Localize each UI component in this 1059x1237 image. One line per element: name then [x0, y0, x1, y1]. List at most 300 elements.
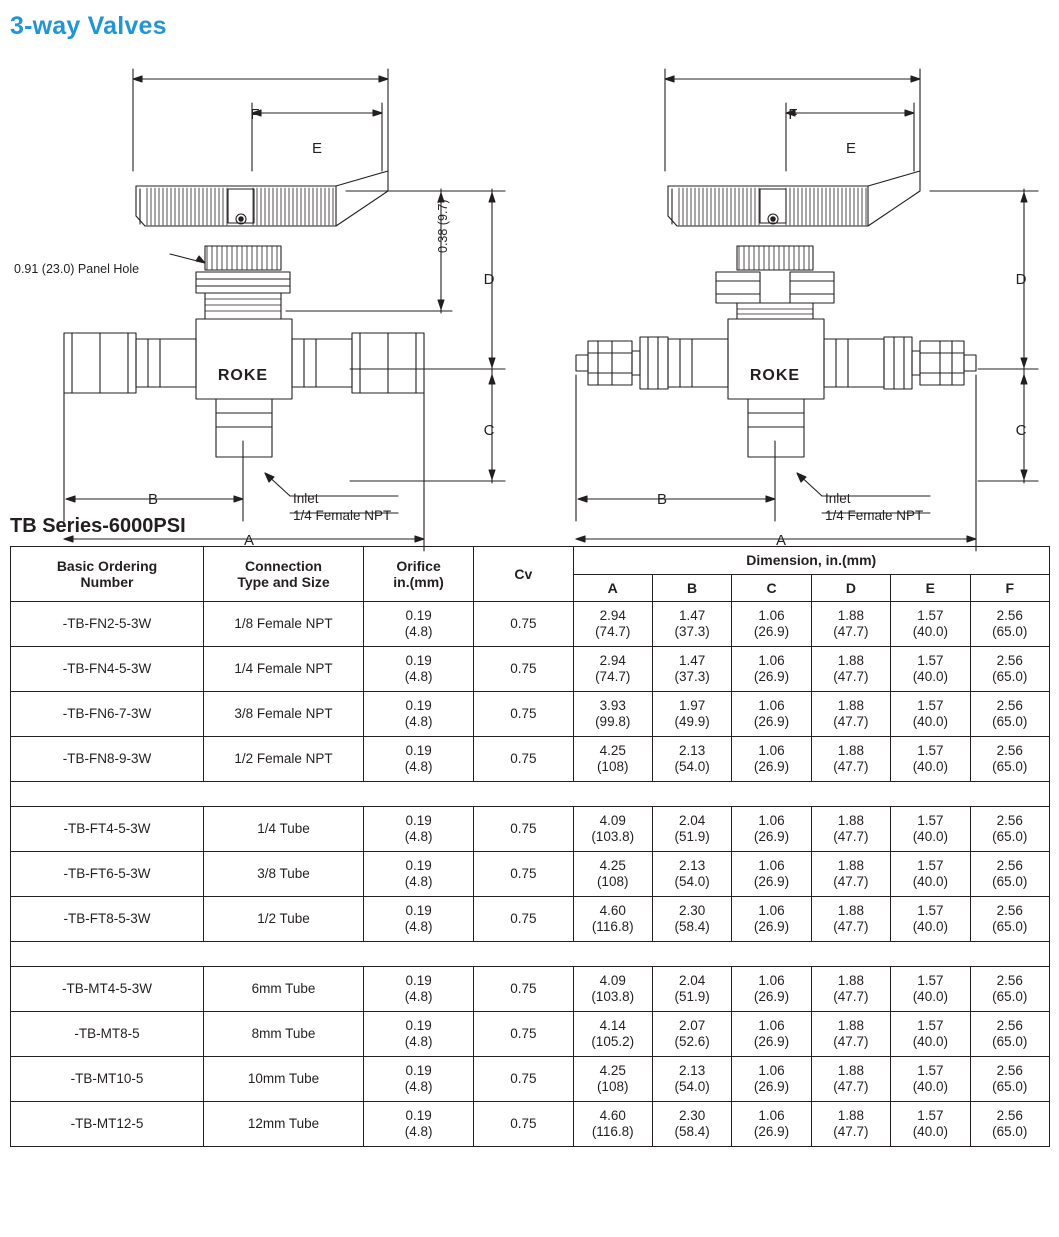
left-dim-b-label: B	[147, 491, 159, 508]
cell-dim-a	[573, 897, 652, 942]
cell-dim-a-line2: (116.8)	[591, 919, 634, 935]
cell-dim-f-line1: 2.56	[996, 743, 1023, 759]
cell-dim-b	[652, 807, 731, 852]
right-dim-e-label: E	[845, 140, 857, 157]
right-inlet-note-line2: 1/4 Female NPT	[825, 508, 924, 523]
cell-dim-b-line2: (51.9)	[674, 829, 710, 845]
cell-dim-c-line2: (26.9)	[753, 669, 790, 685]
left-brand-logo: ROKE	[217, 367, 269, 384]
cell-dim-e-line1: 1.57	[917, 1063, 944, 1079]
left-valve-drawing	[64, 69, 505, 551]
cell-dim-a-line2: (108)	[596, 874, 629, 890]
table-row	[11, 692, 1050, 737]
table-row	[11, 1012, 1050, 1057]
cell-ordering-number: -TB-FN6-7-3W	[11, 692, 204, 737]
cell-dim-d-line1: 1.88	[837, 743, 865, 759]
cell-connection: 12mm Tube	[204, 1102, 364, 1147]
cell-dim-d	[811, 647, 890, 692]
cell-dim-a-line1: 2.94	[599, 653, 626, 669]
cell-dim-e-line2: (40.0)	[912, 669, 948, 685]
cell-dim-c-line1: 1.06	[758, 1108, 785, 1124]
cell-dim-c-line1: 1.06	[758, 858, 785, 874]
cell-ordering-number: -TB-FN4-5-3W	[11, 647, 204, 692]
cell-cv: 0.75	[474, 737, 573, 782]
cell-dim-d-line1: 1.88	[837, 698, 865, 714]
cell-dim-f	[970, 737, 1049, 782]
cell-dim-e-line1: 1.57	[917, 698, 944, 714]
cell-dim-f-line1: 2.56	[996, 608, 1023, 624]
cell-orifice	[363, 967, 473, 1012]
cell-dim-f	[970, 967, 1049, 1012]
left-inlet-note-line2: 1/4 Female NPT	[293, 508, 392, 523]
spacer-cell	[11, 782, 1050, 807]
col-connection: Connection Type and Size	[204, 547, 364, 602]
cell-orifice-line2: (4.8)	[404, 1124, 433, 1140]
cell-dim-b-line1: 2.13	[678, 743, 706, 759]
cell-dim-e-line2: (40.0)	[912, 829, 948, 845]
table-spacer-row	[11, 942, 1050, 967]
cell-orifice-line1: 0.19	[405, 653, 432, 669]
cell-cv: 0.75	[474, 692, 573, 737]
cell-orifice	[363, 1057, 473, 1102]
col-cv: Cv	[474, 547, 573, 602]
cell-dim-a-line2: (108)	[596, 759, 629, 775]
cell-dim-f-line2: (65.0)	[992, 829, 1028, 845]
cell-orifice-line2: (4.8)	[404, 714, 433, 730]
cell-dim-a	[573, 737, 652, 782]
table-row	[11, 1057, 1050, 1102]
cell-dim-f	[970, 1057, 1049, 1102]
cell-dim-e	[891, 1057, 970, 1102]
cell-dim-f-line1: 2.56	[996, 973, 1023, 989]
cell-dim-b-line1: 2.04	[678, 813, 706, 829]
cell-dim-e	[891, 807, 970, 852]
cell-dim-c-line1: 1.06	[758, 698, 785, 714]
cell-dim-c-line1: 1.06	[758, 813, 785, 829]
spacer-cell	[11, 942, 1050, 967]
cell-dim-d-line1: 1.88	[837, 1018, 865, 1034]
cell-dim-a	[573, 692, 652, 737]
cell-ordering-number: -TB-FT6-5-3W	[11, 852, 204, 897]
cell-dim-d	[811, 1102, 890, 1147]
cell-orifice-line1: 0.19	[405, 858, 432, 874]
cell-dim-f-line1: 2.56	[996, 1018, 1023, 1034]
cell-dim-b-line1: 2.07	[678, 1018, 706, 1034]
specifications-table	[10, 546, 1050, 1147]
cell-dim-d-line2: (47.7)	[833, 919, 869, 935]
cell-orifice-line1: 0.19	[405, 698, 432, 714]
cell-dim-a	[573, 1102, 652, 1147]
cell-dim-d-line2: (47.7)	[833, 624, 869, 640]
cell-dim-f	[970, 1102, 1049, 1147]
cell-dim-d-line1: 1.88	[837, 1108, 865, 1124]
right-inlet-note-line1: Inlet	[825, 491, 851, 506]
page-title: 3-way Valves	[10, 12, 167, 40]
cell-dim-c	[732, 602, 811, 647]
cell-dim-e-line2: (40.0)	[912, 1124, 948, 1140]
cell-orifice-line2: (4.8)	[404, 669, 433, 685]
cell-dim-f-line1: 2.56	[996, 698, 1023, 714]
cell-dim-c-line2: (26.9)	[753, 989, 790, 1005]
cell-dim-a	[573, 602, 652, 647]
cell-dim-d-line2: (47.7)	[833, 669, 869, 685]
cell-dim-f-line2: (65.0)	[992, 624, 1028, 640]
cell-orifice-line2: (4.8)	[404, 989, 433, 1005]
cell-dim-c	[732, 852, 811, 897]
col-dimension-group: Dimension, in.(mm)	[573, 547, 1050, 575]
cell-dim-c-line2: (26.9)	[753, 919, 790, 935]
cell-dim-e	[891, 852, 970, 897]
cell-dim-a-line2: (74.7)	[595, 624, 631, 640]
col-dim-b: B	[652, 574, 731, 602]
cell-ordering-number: -TB-FT8-5-3W	[11, 897, 204, 942]
cell-dim-e-line2: (40.0)	[912, 714, 948, 730]
cell-cv: 0.75	[474, 1057, 573, 1102]
right-dim-a-label: A	[775, 532, 787, 549]
cell-dim-c	[732, 967, 811, 1012]
cell-connection: 1/2 Female NPT	[204, 737, 364, 782]
cell-dim-f	[970, 692, 1049, 737]
cell-dim-f	[970, 602, 1049, 647]
cell-dim-c-line2: (26.9)	[753, 714, 790, 730]
cell-dim-a-line1: 4.25	[599, 858, 626, 874]
cell-dim-e-line1: 1.57	[917, 903, 944, 919]
cell-dim-c-line1: 1.06	[758, 743, 785, 759]
cell-dim-e-line2: (40.0)	[912, 759, 948, 775]
cell-dim-f-line2: (65.0)	[992, 714, 1028, 730]
right-dim-b-label: B	[656, 491, 668, 508]
cell-dim-f-line1: 2.56	[996, 653, 1023, 669]
cell-dim-c	[732, 1102, 811, 1147]
left-dim-d-label: D	[483, 271, 495, 288]
thickness-note: 0.38 (9.7)	[436, 199, 450, 253]
cell-dim-c-line2: (26.9)	[753, 874, 790, 890]
cell-dim-c-line1: 1.06	[758, 1063, 785, 1079]
cell-dim-a-line1: 2.94	[599, 608, 626, 624]
cell-dim-c-line2: (26.9)	[753, 759, 790, 775]
cell-dim-d-line1: 1.88	[837, 903, 865, 919]
cell-dim-d-line2: (47.7)	[833, 759, 869, 775]
cell-dim-c-line2: (26.9)	[753, 624, 790, 640]
cell-dim-b	[652, 897, 731, 942]
cell-dim-d	[811, 737, 890, 782]
cell-dim-b-line2: (49.9)	[674, 714, 710, 730]
cell-dim-a-line1: 4.14	[599, 1018, 626, 1034]
right-dim-c-label: C	[1015, 422, 1027, 439]
table-spacer-row	[11, 782, 1050, 807]
col-ordering-number: Basic Ordering Number	[11, 547, 204, 602]
cell-dim-b-line2: (37.3)	[674, 669, 710, 685]
cell-ordering-number: -TB-MT4-5-3W	[11, 967, 204, 1012]
cell-dim-b-line1: 2.30	[678, 1108, 706, 1124]
cell-connection: 1/2 Tube	[204, 897, 364, 942]
cell-dim-a-line2: (116.8)	[591, 1124, 634, 1140]
cell-connection: 10mm Tube	[204, 1057, 364, 1102]
cell-cv: 0.75	[474, 807, 573, 852]
cell-dim-b-line2: (54.0)	[674, 874, 710, 890]
cell-orifice-line2: (4.8)	[404, 829, 433, 845]
cell-dim-a-line1: 4.60	[599, 903, 626, 919]
table-row	[11, 967, 1050, 1012]
cell-dim-d	[811, 692, 890, 737]
cell-orifice-line1: 0.19	[405, 813, 432, 829]
cell-dim-e-line1: 1.57	[917, 743, 944, 759]
cell-dim-f	[970, 852, 1049, 897]
cell-orifice-line2: (4.8)	[404, 1079, 433, 1095]
cell-orifice	[363, 897, 473, 942]
right-valve-drawing	[576, 69, 1038, 551]
cell-dim-a-line1: 4.25	[599, 1063, 626, 1079]
cell-dim-a-line1: 3.93	[599, 698, 626, 714]
cell-dim-a	[573, 807, 652, 852]
cell-dim-b-line1: 2.30	[678, 903, 706, 919]
cell-dim-d-line1: 1.88	[837, 608, 865, 624]
cell-dim-a-line2: (105.2)	[591, 1034, 635, 1050]
cell-dim-b-line1: 1.47	[678, 608, 706, 624]
cell-dim-f-line2: (65.0)	[992, 1034, 1028, 1050]
cell-dim-f-line1: 2.56	[996, 1063, 1023, 1079]
cell-dim-e-line1: 1.57	[917, 653, 944, 669]
cell-dim-b	[652, 967, 731, 1012]
cell-dim-b-line2: (54.0)	[674, 759, 710, 775]
cell-dim-c-line2: (26.9)	[753, 1124, 790, 1140]
cell-dim-b	[652, 647, 731, 692]
table-head	[11, 547, 1050, 602]
cell-dim-f	[970, 1012, 1049, 1057]
cell-dim-c	[732, 807, 811, 852]
cell-dim-d-line2: (47.7)	[833, 829, 869, 845]
cell-ordering-number: -TB-FN2-5-3W	[11, 602, 204, 647]
cell-orifice-line2: (4.8)	[404, 759, 433, 775]
right-dim-d-label: D	[1015, 271, 1027, 288]
cell-orifice	[363, 692, 473, 737]
cell-dim-e-line2: (40.0)	[912, 624, 948, 640]
cell-dim-e	[891, 737, 970, 782]
cell-dim-e-line2: (40.0)	[912, 874, 948, 890]
cell-dim-d-line2: (47.7)	[833, 874, 869, 890]
cell-dim-a	[573, 852, 652, 897]
cell-dim-a-line2: (103.8)	[591, 829, 635, 845]
cell-dim-d	[811, 602, 890, 647]
cell-dim-f-line2: (65.0)	[992, 874, 1028, 890]
left-dim-f-label: F	[250, 106, 260, 123]
cell-dim-e-line2: (40.0)	[912, 1079, 948, 1095]
cell-dim-a-line2: (108)	[596, 1079, 629, 1095]
cell-dim-a-line2: (74.7)	[595, 669, 631, 685]
cell-orifice	[363, 647, 473, 692]
cell-cv: 0.75	[474, 1102, 573, 1147]
cell-dim-e-line1: 1.57	[917, 1108, 944, 1124]
table-row	[11, 1102, 1050, 1147]
cell-dim-c-line1: 1.06	[758, 903, 785, 919]
table-row	[11, 897, 1050, 942]
cell-dim-e	[891, 692, 970, 737]
cell-dim-a-line1: 4.60	[599, 1108, 626, 1124]
cell-dim-f-line1: 2.56	[996, 903, 1023, 919]
cell-dim-a-line1: 4.25	[599, 743, 626, 759]
cell-dim-b-line2: (52.6)	[674, 1034, 710, 1050]
cell-orifice-line1: 0.19	[405, 1018, 432, 1034]
cell-dim-a	[573, 1012, 652, 1057]
cell-dim-e	[891, 647, 970, 692]
cell-orifice	[363, 807, 473, 852]
cell-dim-e	[891, 1012, 970, 1057]
cell-dim-d-line2: (47.7)	[833, 989, 869, 1005]
panel-hole-note: 0.91 (23.0) Panel Hole	[14, 262, 140, 276]
cell-dim-e	[891, 602, 970, 647]
cell-dim-d	[811, 852, 890, 897]
cell-dim-e-line1: 1.57	[917, 813, 944, 829]
cell-connection: 1/4 Tube	[204, 807, 364, 852]
cell-dim-d-line2: (47.7)	[833, 714, 869, 730]
cell-ordering-number: -TB-MT12-5	[11, 1102, 204, 1147]
cell-dim-d-line1: 1.88	[837, 858, 865, 874]
table-row	[11, 852, 1050, 897]
cell-orifice	[363, 602, 473, 647]
cell-dim-d-line2: (47.7)	[833, 1034, 869, 1050]
cell-dim-b-line2: (58.4)	[674, 919, 710, 935]
cell-dim-d-line1: 1.88	[837, 1063, 865, 1079]
cell-cv: 0.75	[474, 852, 573, 897]
cell-dim-b-line2: (37.3)	[674, 624, 710, 640]
cell-dim-f-line2: (65.0)	[992, 759, 1028, 775]
cell-cv: 0.75	[474, 602, 573, 647]
cell-cv: 0.75	[474, 647, 573, 692]
cell-dim-f	[970, 807, 1049, 852]
cell-dim-c	[732, 692, 811, 737]
cell-dim-a-line1: 4.09	[599, 973, 626, 989]
cell-dim-b	[652, 852, 731, 897]
cell-dim-f-line1: 2.56	[996, 1108, 1023, 1124]
cell-orifice-line1: 0.19	[405, 1063, 432, 1079]
cell-dim-a	[573, 967, 652, 1012]
cell-dim-d	[811, 897, 890, 942]
cell-dim-a-line2: (103.8)	[591, 989, 635, 1005]
cell-ordering-number: -TB-FN8-9-3W	[11, 737, 204, 782]
cell-dim-d	[811, 807, 890, 852]
cell-orifice-line2: (4.8)	[404, 1034, 433, 1050]
section-heading: TB Series-6000PSI	[10, 515, 186, 537]
cell-dim-d-line1: 1.88	[837, 653, 865, 669]
left-dim-a-label: A	[243, 532, 255, 549]
cell-connection: 1/4 Female NPT	[204, 647, 364, 692]
cell-dim-e-line1: 1.57	[917, 1018, 944, 1034]
cell-connection: 1/8 Female NPT	[204, 602, 364, 647]
cell-orifice-line2: (4.8)	[404, 624, 433, 640]
left-dim-e-label: E	[311, 140, 323, 157]
cell-dim-b	[652, 1057, 731, 1102]
cell-dim-e	[891, 1102, 970, 1147]
cell-dim-c	[732, 1012, 811, 1057]
cell-dim-e-line2: (40.0)	[912, 919, 948, 935]
col-dim-d: D	[811, 574, 890, 602]
cell-dim-a-line2: (99.8)	[595, 714, 631, 730]
cell-connection: 3/8 Tube	[204, 852, 364, 897]
cell-connection: 6mm Tube	[204, 967, 364, 1012]
cell-dim-e-line1: 1.57	[917, 973, 944, 989]
cell-dim-e-line1: 1.57	[917, 608, 944, 624]
cell-dim-a-line1: 4.09	[599, 813, 626, 829]
col-orifice: Orifice in.(mm)	[363, 547, 473, 602]
cell-dim-d-line2: (47.7)	[833, 1079, 869, 1095]
cell-dim-c	[732, 1057, 811, 1102]
cell-dim-e-line2: (40.0)	[912, 989, 948, 1005]
col-dim-a: A	[573, 574, 652, 602]
table-header-row-1	[11, 547, 1050, 575]
cell-orifice	[363, 737, 473, 782]
cell-dim-e-line2: (40.0)	[912, 1034, 948, 1050]
cell-dim-b-line2: (51.9)	[674, 989, 710, 1005]
cell-dim-d	[811, 1012, 890, 1057]
cell-dim-c	[732, 897, 811, 942]
col-dim-c: C	[732, 574, 811, 602]
cell-orifice-line1: 0.19	[405, 608, 432, 624]
cell-ordering-number: -TB-FT4-5-3W	[11, 807, 204, 852]
cell-orifice-line1: 0.19	[405, 1108, 432, 1124]
cell-orifice-line2: (4.8)	[404, 874, 433, 890]
cell-dim-c	[732, 737, 811, 782]
table-row	[11, 602, 1050, 647]
cell-dim-d-line2: (47.7)	[833, 1124, 869, 1140]
cell-dim-f-line1: 2.56	[996, 813, 1023, 829]
cell-dim-c-line1: 1.06	[758, 608, 785, 624]
cell-orifice-line1: 0.19	[405, 903, 432, 919]
cell-dim-c-line2: (26.9)	[753, 1034, 790, 1050]
cell-ordering-number: -TB-MT10-5	[11, 1057, 204, 1102]
cell-dim-d	[811, 1057, 890, 1102]
cell-dim-c	[732, 647, 811, 692]
table-body	[11, 602, 1050, 1147]
cell-dim-c-line2: (26.9)	[753, 829, 790, 845]
cell-dim-b	[652, 1102, 731, 1147]
cell-dim-f-line2: (65.0)	[992, 989, 1028, 1005]
left-inlet-note-line1: Inlet	[293, 491, 319, 506]
cell-orifice	[363, 1012, 473, 1057]
cell-orifice-line2: (4.8)	[404, 919, 433, 935]
cell-connection: 3/8 Female NPT	[204, 692, 364, 737]
cell-connection: 8mm Tube	[204, 1012, 364, 1057]
table-row	[11, 647, 1050, 692]
cell-dim-c-line1: 1.06	[758, 973, 785, 989]
cell-dim-b-line1: 2.13	[678, 858, 706, 874]
cell-dim-f-line2: (65.0)	[992, 919, 1028, 935]
cell-dim-e	[891, 967, 970, 1012]
cell-cv: 0.75	[474, 897, 573, 942]
cell-ordering-number: -TB-MT8-5	[11, 1012, 204, 1057]
cell-dim-c-line1: 1.06	[758, 1018, 785, 1034]
table-row	[11, 807, 1050, 852]
col-dim-e: E	[891, 574, 970, 602]
cell-orifice-line1: 0.19	[405, 973, 432, 989]
cell-dim-e-line1: 1.57	[917, 858, 944, 874]
cell-dim-a	[573, 1057, 652, 1102]
right-dim-f-label: F	[788, 106, 798, 123]
cell-dim-b-line2: (54.0)	[674, 1079, 710, 1095]
cell-dim-b-line1: 2.13	[678, 1063, 706, 1079]
cell-dim-d-line1: 1.88	[837, 973, 865, 989]
cell-dim-b-line1: 1.97	[678, 698, 706, 714]
cell-dim-c-line1: 1.06	[758, 653, 785, 669]
cell-dim-c-line2: (26.9)	[753, 1079, 790, 1095]
cell-dim-d-line1: 1.88	[837, 813, 865, 829]
cell-dim-f-line2: (65.0)	[992, 669, 1028, 685]
cell-cv: 0.75	[474, 967, 573, 1012]
cell-cv: 0.75	[474, 1012, 573, 1057]
cell-dim-b	[652, 692, 731, 737]
cell-dim-f	[970, 897, 1049, 942]
table-row	[11, 737, 1050, 782]
cell-dim-f-line2: (65.0)	[992, 1079, 1028, 1095]
